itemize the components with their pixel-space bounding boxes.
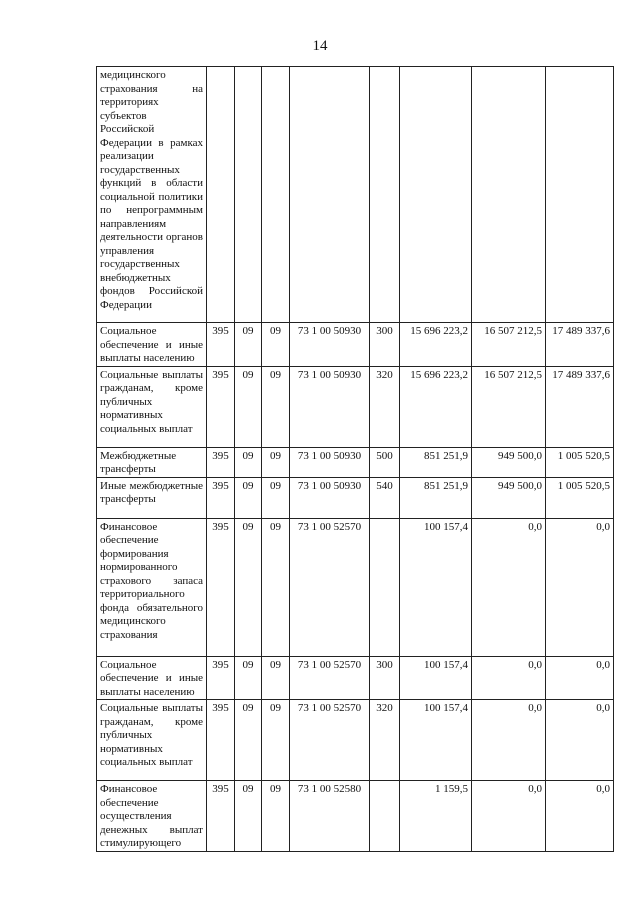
amount-year1-cell: 851 251,9 xyxy=(400,447,472,477)
amount-year2-cell: 0,0 xyxy=(472,781,546,852)
section-cell: 09 xyxy=(235,518,262,656)
amount-year2-cell: 0,0 xyxy=(472,700,546,781)
table-row xyxy=(97,700,614,781)
expense-type-cell: 300 xyxy=(370,656,400,700)
amount-year1-cell: 15 696 223,2 xyxy=(400,366,472,447)
table-row xyxy=(97,518,614,656)
amount-year1-cell: 100 157,4 xyxy=(400,518,472,656)
amount-year3-cell xyxy=(546,67,614,323)
expense-type-cell xyxy=(370,67,400,323)
grbs-cell: 395 xyxy=(207,700,235,781)
target-article-cell: 73 1 00 52570 xyxy=(290,656,370,700)
row-name: Межбюджетные трансферты xyxy=(97,447,207,477)
subsection-cell xyxy=(262,67,290,323)
amount-year3-cell: 0,0 xyxy=(546,700,614,781)
amount-year1-cell: 851 251,9 xyxy=(400,477,472,518)
expense-type-cell: 320 xyxy=(370,700,400,781)
amount-year3-cell: 17 489 337,6 xyxy=(546,366,614,447)
amount-year2-cell: 0,0 xyxy=(472,518,546,656)
subsection-cell: 09 xyxy=(262,323,290,367)
amount-year1-cell: 1 159,5 xyxy=(400,781,472,852)
target-article-cell: 73 1 00 50930 xyxy=(290,323,370,367)
expense-type-cell: 300 xyxy=(370,323,400,367)
expense-type-cell xyxy=(370,781,400,852)
expense-type-cell: 540 xyxy=(370,477,400,518)
table-row xyxy=(97,366,614,447)
subsection-cell: 09 xyxy=(262,700,290,781)
section-cell: 09 xyxy=(235,477,262,518)
amount-year1-cell xyxy=(400,67,472,323)
amount-year3-cell: 17 489 337,6 xyxy=(546,323,614,367)
section-cell xyxy=(235,67,262,323)
row-name: Финансовое обеспечение формирования нормированного страхового запаса территориального фонда обязательного медицинского страхования xyxy=(97,518,207,656)
amount-year1-cell: 15 696 223,2 xyxy=(400,323,472,367)
row-name: Социальные выплаты гражданам, кроме публичных нормативных социальных выплат xyxy=(97,700,207,781)
page-number: 14 xyxy=(312,38,328,54)
expense-type-cell: 500 xyxy=(370,447,400,477)
amount-year3-cell: 0,0 xyxy=(546,656,614,700)
amount-year1-cell: 100 157,4 xyxy=(400,656,472,700)
target-article-cell: 73 1 00 50930 xyxy=(290,477,370,518)
subsection-cell: 09 xyxy=(262,518,290,656)
expense-type-cell xyxy=(370,518,400,656)
subsection-cell: 09 xyxy=(262,781,290,852)
table-row xyxy=(97,447,614,477)
section-cell: 09 xyxy=(235,781,262,852)
grbs-cell: 395 xyxy=(207,366,235,447)
amount-year2-cell xyxy=(472,67,546,323)
table-row xyxy=(97,477,614,518)
section-cell: 09 xyxy=(235,366,262,447)
row-name: Иные межбюджетные трансферты xyxy=(97,477,207,518)
target-article-cell: 73 1 00 50930 xyxy=(290,366,370,447)
subsection-cell: 09 xyxy=(262,656,290,700)
grbs-cell: 395 xyxy=(207,447,235,477)
amount-year2-cell: 0,0 xyxy=(472,656,546,700)
table-row xyxy=(97,656,614,700)
section-cell: 09 xyxy=(235,656,262,700)
amount-year3-cell: 0,0 xyxy=(546,781,614,852)
row-name: Финансовое обеспечение осуществления денежных выплат стимулирующего xyxy=(97,781,207,852)
section-cell: 09 xyxy=(235,447,262,477)
grbs-cell: 395 xyxy=(207,781,235,852)
target-article-cell: 73 1 00 52570 xyxy=(290,700,370,781)
amount-year1-cell: 100 157,4 xyxy=(400,700,472,781)
grbs-cell xyxy=(207,67,235,323)
amount-year3-cell: 0,0 xyxy=(546,518,614,656)
target-article-cell: 73 1 00 52570 xyxy=(290,518,370,656)
subsection-cell: 09 xyxy=(262,477,290,518)
target-article-cell: 73 1 00 52580 xyxy=(290,781,370,852)
grbs-cell: 395 xyxy=(207,518,235,656)
table-row xyxy=(97,67,614,323)
grbs-cell: 395 xyxy=(207,656,235,700)
table-row xyxy=(97,323,614,367)
grbs-cell: 395 xyxy=(207,323,235,367)
subsection-cell: 09 xyxy=(262,366,290,447)
amount-year2-cell: 949 500,0 xyxy=(472,477,546,518)
amount-year3-cell: 1 005 520,5 xyxy=(546,477,614,518)
budget-table xyxy=(96,66,614,852)
amount-year2-cell: 949 500,0 xyxy=(472,447,546,477)
target-article-cell: 73 1 00 50930 xyxy=(290,447,370,477)
section-cell: 09 xyxy=(235,323,262,367)
grbs-cell: 395 xyxy=(207,477,235,518)
amount-year2-cell: 16 507 212,5 xyxy=(472,366,546,447)
row-name: Социальное обеспечение и иные выплаты населению xyxy=(97,323,207,367)
amount-year3-cell: 1 005 520,5 xyxy=(546,447,614,477)
subsection-cell: 09 xyxy=(262,447,290,477)
section-cell: 09 xyxy=(235,700,262,781)
expense-type-cell: 320 xyxy=(370,366,400,447)
row-name: Социальное обеспечение и иные выплаты населению xyxy=(97,656,207,700)
table-row xyxy=(97,781,614,852)
row-name: медицинского страхования на территориях субъектов Российской Федерации в рамках реализации государственных функций в области социальной политики по непрограммным направлениям деятельности органов управления государственных внебюджетных фондов Российской Федерации xyxy=(97,67,207,323)
target-article-cell xyxy=(290,67,370,323)
amount-year2-cell: 16 507 212,5 xyxy=(472,323,546,367)
row-name: Социальные выплаты гражданам, кроме публичных нормативных социальных выплат xyxy=(97,366,207,447)
